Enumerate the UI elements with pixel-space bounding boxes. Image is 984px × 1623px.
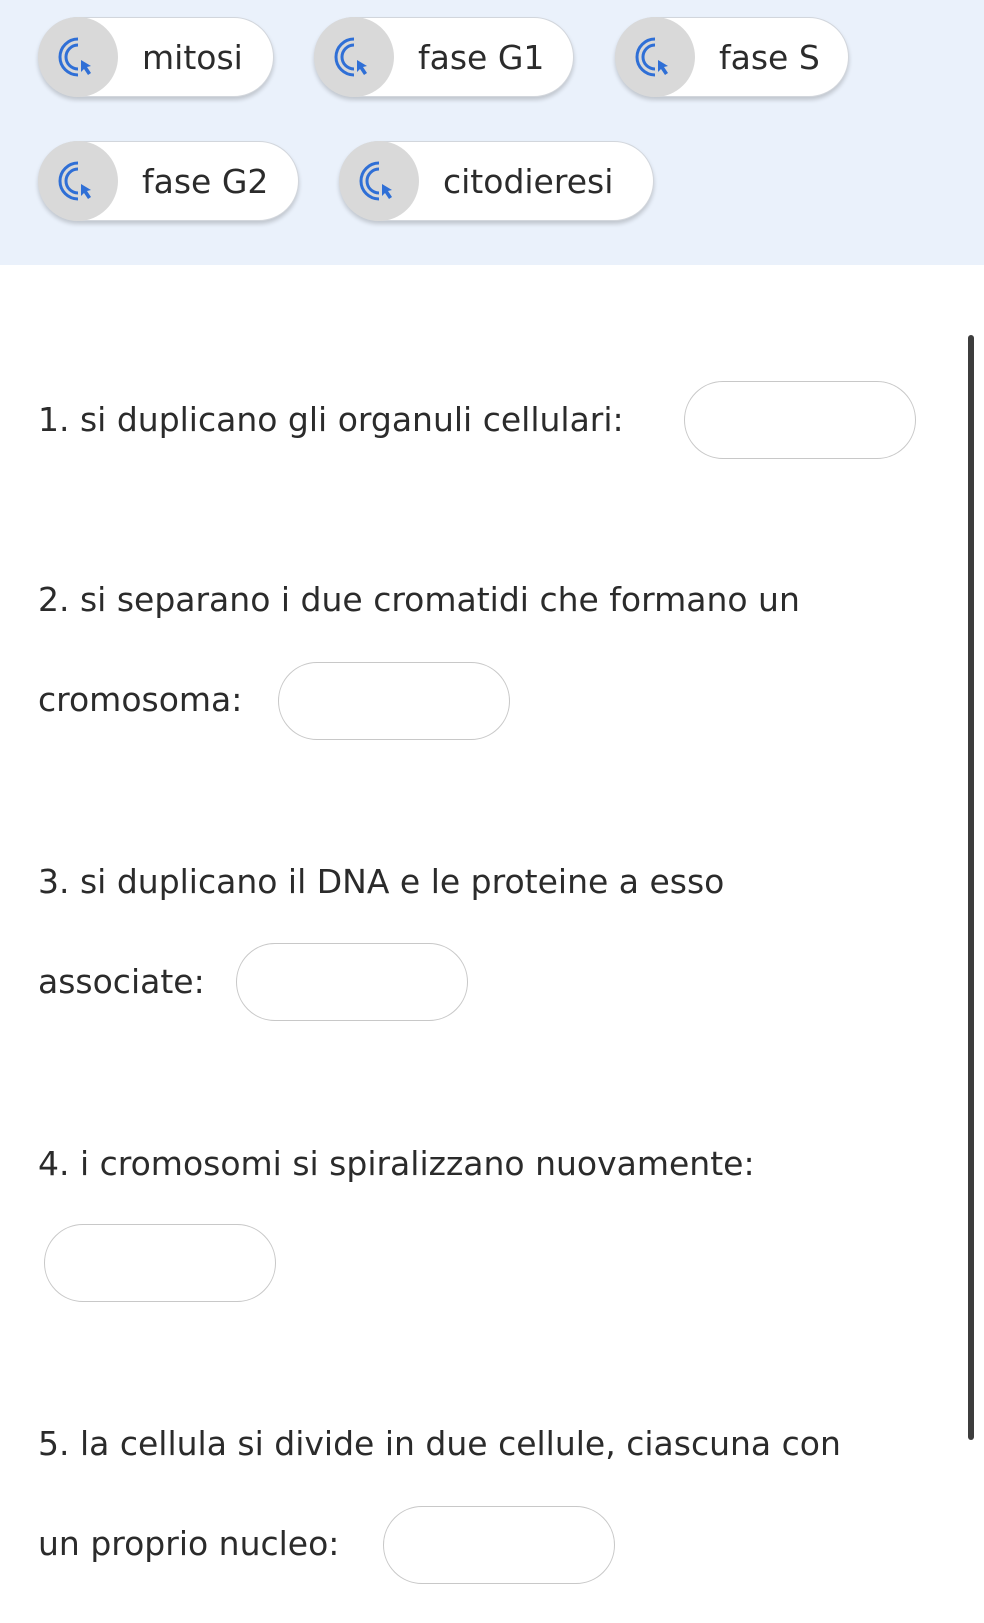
drop-zone-3[interactable]: [236, 943, 468, 1021]
chip-label: fase G1: [418, 37, 545, 77]
drop-zone-4[interactable]: [44, 1224, 276, 1302]
drop-zone-2[interactable]: [278, 662, 510, 740]
drag-cursor-icon: [38, 141, 118, 221]
chip-fase-g1[interactable]: [314, 17, 574, 97]
answer-bank: [0, 0, 984, 265]
drag-cursor-icon: [314, 17, 394, 97]
chip-label: fase S: [719, 37, 820, 77]
question-5-text: 5. la cellula si divide in due cellule, ciascuna con: [38, 1424, 841, 1463]
drag-cursor-icon: [615, 17, 695, 97]
drop-zone-1[interactable]: [684, 381, 916, 459]
drag-cursor-icon: [38, 17, 118, 97]
question-1-text: 1. si duplicano gli organuli cellulari:: [38, 400, 624, 439]
chip-fase-g2[interactable]: [38, 141, 299, 221]
question-2-text-cont: cromosoma:: [38, 680, 243, 719]
chip-citodieresi[interactable]: [339, 141, 654, 221]
chip-label: citodieresi: [443, 161, 614, 201]
scrollbar[interactable]: [968, 335, 974, 1440]
chip-label: fase G2: [142, 161, 269, 201]
question-3-text: 3. si duplicano il DNA e le proteine a esso: [38, 862, 725, 901]
chip-mitosi[interactable]: [38, 17, 274, 97]
question-5-text-cont: un proprio nucleo:: [38, 1524, 340, 1563]
drag-cursor-icon: [339, 141, 419, 221]
question-4-text: 4. i cromosomi si spiralizzano nuovamente:: [38, 1144, 755, 1183]
chip-fase-s[interactable]: [615, 17, 849, 97]
question-3-text-cont: associate:: [38, 962, 205, 1001]
question-2-text: 2. si separano i due cromatidi che formano un: [38, 580, 800, 619]
chip-label: mitosi: [142, 37, 243, 77]
drop-zone-5[interactable]: [383, 1506, 615, 1584]
